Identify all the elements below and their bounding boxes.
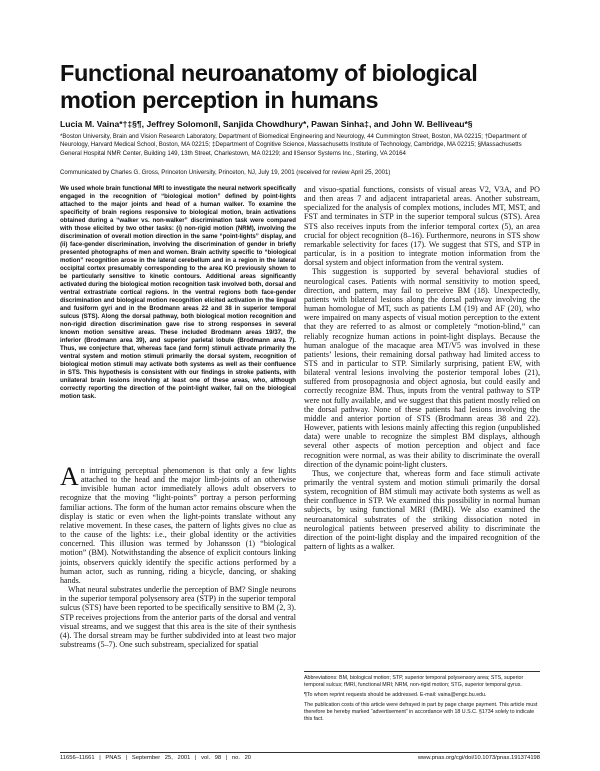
footer-citation: 11656–11661 | PNAS | September 25, 2001 | vol. 98 | no. 20 [60,755,252,761]
abstract: We used whole brain functional MRI to investigate the neural network specifically engaged in the recognition of “biological motion” defined by point-lights attached to the major joints and head of a human walker. To examine the specificity of brain regions responsive to biological motion, brain activations obtained during a “walker vs. non-walker” discrimination task were compared with those elicited by two other tasks: (i) non-rigid motion (NRM), involving the discrimination of overall motion direction in the same “point-lights” display, and (ii) face-gender discrimination, involving the discrimination of gender in briefly presented photographs of men and women. Brain activity specific to “biological motion” recognition arose in the lateral cerebellum and in a region in the lateral occipital cortex presumably corresponding to the area KO previously shown to be particularly sensitive to kinetic contours. Additional areas significantly activated during the biological motion recognition task involved both, dorsal and ventral extrastriate cortical regions. In the ventral regions both face-gender discrimination and biological motion recognition elicited activation in the lingual and fusiform gyri and in the Brodmann areas 22 and 38 in superior temporal sulcus (STS). Along the dorsal pathway, both biological motion recognition and non-rigid direction discrimination gave rise to strong responses in several known motion sensitive areas. These included Brodmann areas 19/37, the inferior (Brodmann area 39), and superior parietal lobule (Brodmann area 7). Thus, we conjecture that, whereas face (and form) stimuli activate primarily the ventral system and motion stimuli primarily the dorsal system, recognition of biological motion stimuli may activate both systems as well as their confluence in STS. This hypothesis is consistent with our findings in stroke patients, with unilateral brain lesions involving at least one of these areas, who, although correctly reporting the direction of the point-light walker, fail on the biological motion task. [60,185,296,401]
affiliations: *Boston University, Brain and Vision Research Laboratory, Department of Biomedical Engineering and Neurology, 44 Cummington Street, Boston, MA 02215; †Department of Neurology, Harvard Medical School, Boston, MA 02215; ‡Department of Cognitive Science, Massachusetts Institute of Technology, Cambridge, MA 02215; §Massachusetts General Hospital NMR Center, Building 149, 13th Street, Charlestown, MA 02129; and ‖Sensor Systems Inc., Sterling, VA 20164 [60,133,527,157]
footnote-publication-costs: The publication costs of this article were defrayed in part by page charge payment. This article must therefore be hereby marked “advertisement” in accordance with 18 U.S.C. §1734 solely to indicate this fact. [304,702,538,722]
footer-doi-link[interactable]: www.pnas.org/cgi/doi/10.1073/pnas.191374198 [417,755,540,761]
body-paragraph-1: and visuo-spatial functions, consists of visual areas V2, V3A, and PO and then areas 7 and adjacent intraparietal areas. Another substream, specialized for the analysis of complex motions, includes MT, MST, and FST and terminates in STP in the superior temporal sulcus (STS). Area STS also receives inputs from the inferior temporal cortex (5), an area crucial for object recognition (8–16). Furthermore, neurons in STS show remarkable selectivity for faces (17). We suggest that STS, and STP in particular, is in a position to integrate motion information from the dorsal system and object information from the ventral system. [304,185,540,268]
communicated-line: Communicated by Charles G. Gross, Princeton University, Princeton, NJ, July 19, 2001 (received for review April 25, 2001) [60,169,391,176]
drop-cap: A [60,462,79,491]
intro-paragraph-2: What neural substrates underlie the perception of BM? Single neurons in the superior temporal polysensory area (STP) in the superior temporal sulcus (STS) have been reported to be specifically sensitive to BM (2, 3). STP receives projections from the anterior parts of the dorsal and ventral visual streams, and we suggest that this area is the site of their synthesis (4). The dorsal stream may be further subdivided into at least two major substreams (5–7). One such substream, specialized for spatial [60,585,296,649]
right-column [304,185,540,551]
body-paragraph-3: Thus, we conjecture that, whereas form and face stimuli activate primarily the ventral system and motion stimuli primarily the dorsal system, recognition of BM stimuli may activate both systems as well as their confluence in STP. We examined this possibility in normal human subjects, by using functional MRI (fMRI). We also examined the neuroanatomical substrates of the striking dissociation noted in neurological patients between preserved ability to discriminate the direction of the point-light display and the impaired recognition of the pattern of lights as a walker. [304,468,540,552]
body-paragraph-2: This suggestion is supported by several behavioral studies of neurological cases. Patients with normal sensitivity to motion speed, direction, and pattern, may fail to perceive BM (18). Unexpectedly, patients with bilateral lesions along the dorsal pathway involving the human homologue of MT, such as patients LM (19) and AF (20), who were impaired on many aspects of visual motion perception to the extent that they are referred to as almost or completely “motion-blind,” can reliably recognize human actions in point-light displays. Because the human analogue of the macaque area MT/V5 was involved in these patients’ lesions, their remaining dorsal pathway had limited access to STS and in particular to STP. Similarly surprising, patient EW, with bilateral ventral lesions involving the posterior temporal lobes (21), suffered from prosopagnosia and object agnosia, but could easily and correctly recognize BM. Thus, inputs from the ventral pathway to STP were not fully available, and we suggest that this patient mostly relied on the dorsal pathway. None of these patients had lesions involving the middle and anterior portion of STS (Brodmann areas 38 and 22). However, patients with lesions mainly affecting this region (unpublished data) were unable to recognize the simplest BM displays, although several other aspects of motion perception and object and face recognition were normal, as was their ability to discriminate the overall direction of the dynamic point-light clusters. [304,267,540,469]
author-list: Lucia M. Vaina*†‡§¶, Jeffrey Solomon‖, Sanjida Chowdhury*, Pawan Sinha‡, and John W. Belliveau*§ [60,119,473,129]
introduction [60,462,296,649]
intro-paragraph-1-text: n intriguing perceptual phenomenon is that only a few lights attached to the head and the major limb-joints of an otherwise invisible human actor immediately allows adult observers to recognize that the moving “light-points” portray a person performing familiar actions. The form of the human actor remains obscure when the display is static or even when the light-points translate without any relative movement. In these cases, the pattern of lights gives no clue as to the cause of the lights: i.e., their global identity or the activities concerned. This illusion was termed by Johansson (1) “biological motion” (BM). Notwithstanding the absence of explicit contours linking joints, observers quickly identify the specific actions performed by a human actor, such as running, riding a bicycle, dancing, or shaking hands. [60,466,296,585]
footnotes [304,671,540,726]
footnote-abbreviations: Abbreviations: BM, biological motion; STP, superior temporal polysensory area; STS, superior temporal sulcus; fMRI, functional MRI; NRM, non-rigid motion; STG, superior temporal gyrus. [304,675,524,688]
footnote-reprint-requests: ¶To whom reprint requests should be addressed. E-mail: vaina@engc.bu.edu. [304,692,487,698]
paper-title: Functional neuroanatomy of biological motion perception in humans [60,60,478,113]
intro-paragraph-1 [60,462,296,585]
footer-rule [60,752,540,753]
